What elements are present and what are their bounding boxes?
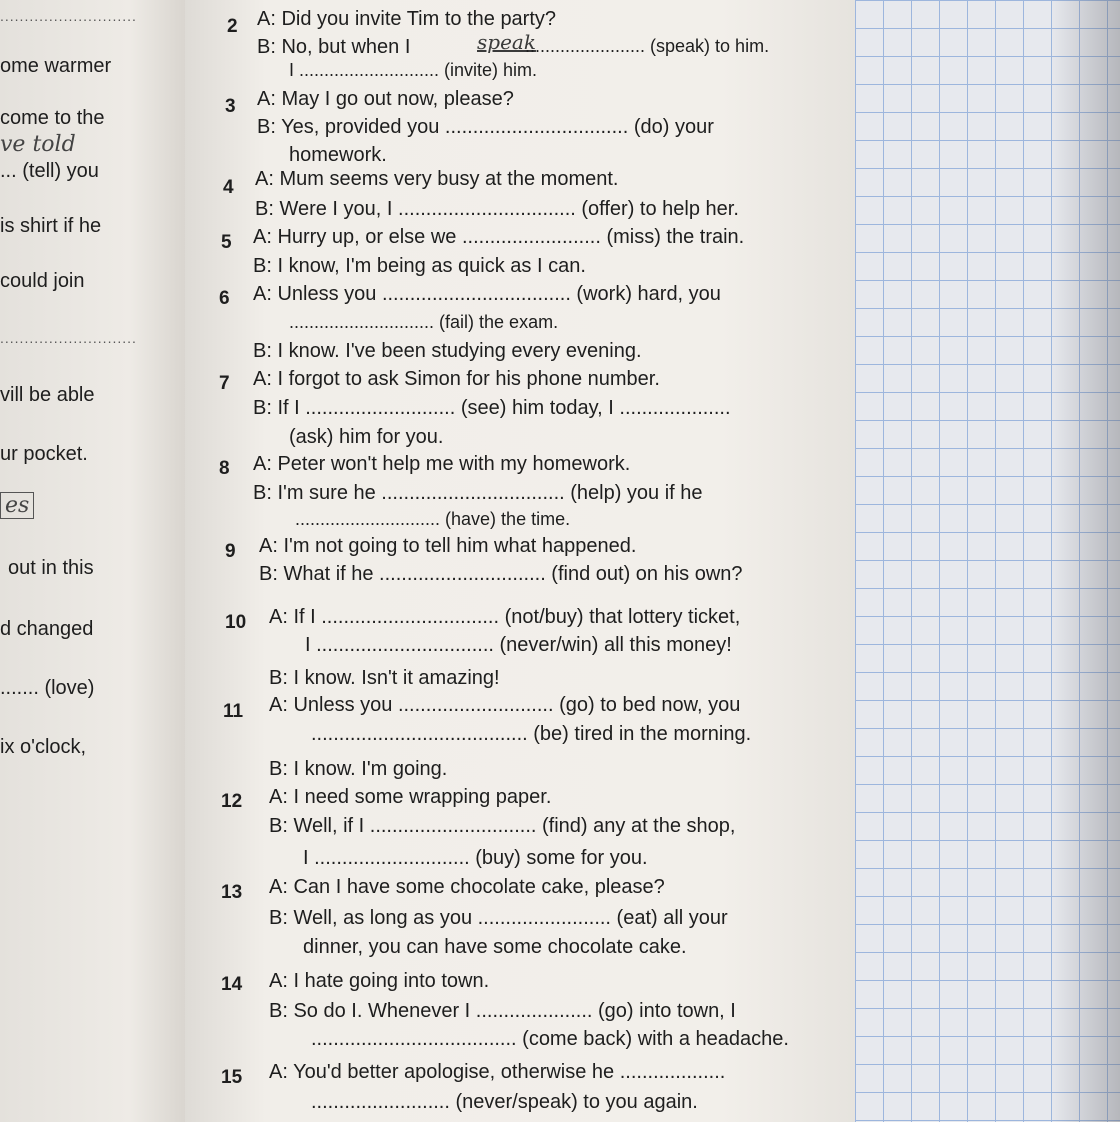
answer-handwriting: speak xyxy=(477,30,536,54)
question-6-b1: B: I know. I've been studying every evening. xyxy=(253,340,642,362)
left-dots-mid: ............................ xyxy=(0,330,137,346)
question-10-a: A: If I ................................ (not/buy) that lottery ticket, xyxy=(269,606,741,628)
question-3-a: A: May I go out now, please? xyxy=(257,88,514,110)
question-number: 12 xyxy=(221,791,243,812)
left-fragment-2: come to the xyxy=(0,107,105,129)
question-13-a: A: Can I have some chocolate cake, please? xyxy=(269,876,665,898)
question-2-b1-rest: ........................ (speak) to him. xyxy=(525,36,770,56)
question-11-a: A: Unless you ............................ (go) to bed now, you xyxy=(269,694,741,716)
question-number: 8 xyxy=(219,458,230,479)
question-number: 13 xyxy=(221,882,243,903)
question-15-a: A: You'd better apologise, otherwise he ................... xyxy=(269,1061,726,1083)
question-number: 3 xyxy=(225,96,236,117)
question-5-a: A: Hurry up, or else we ......................... (miss) the train. xyxy=(253,226,745,248)
left-handwriting-told: ve told xyxy=(0,132,76,157)
question-13-b2: dinner, you can have some chocolate cake. xyxy=(303,936,687,958)
question-12-b1: B: Well, if I .............................. (find) any at the shop, xyxy=(269,815,736,837)
question-6-a2: ............................. (fail) the exam. xyxy=(289,312,559,332)
question-10-b1: B: I know. Isn't it amazing! xyxy=(269,667,500,689)
question-10-a2: I ................................ (never/win) all this money! xyxy=(305,634,732,656)
question-12-a: A: I need some wrapping paper. xyxy=(269,786,552,808)
question-7-a: A: I forgot to ask Simon for his phone number. xyxy=(253,368,660,390)
question-14-a: A: I hate going into town. xyxy=(269,970,490,992)
question-12-b2: I ............................ (buy) some for you. xyxy=(303,847,648,869)
question-11-b1: B: I know. I'm going. xyxy=(269,758,448,780)
left-fragment-8: out in this xyxy=(8,557,94,579)
background-shadow xyxy=(1050,0,1120,1122)
question-3-b1: B: Yes, provided you ................................. (do) your xyxy=(257,116,714,138)
question-8-a: A: Peter won't help me with my homework. xyxy=(253,453,631,475)
question-4-b1: B: Were I you, I ................................ (offer) to help her. xyxy=(255,198,739,220)
question-number: 6 xyxy=(219,288,230,309)
question-9-b1: B: What if he .............................. (find out) on his own? xyxy=(259,563,743,585)
worksheet-page xyxy=(185,0,855,1122)
left-dots-top: ............................ xyxy=(0,8,137,24)
question-7-b2: (ask) him for you. xyxy=(289,426,444,448)
question-number: 7 xyxy=(219,373,230,394)
question-14-b1: B: So do I. Whenever I ..................... (go) into town, I xyxy=(269,1000,736,1022)
question-number: 5 xyxy=(221,232,232,253)
left-handwriting-es: es xyxy=(0,492,34,519)
question-number: 14 xyxy=(221,974,243,995)
question-9-a: A: I'm not going to tell him what happened. xyxy=(259,535,637,557)
question-6-a: A: Unless you .................................. (work) hard, you xyxy=(253,283,721,305)
left-fragment-7: ur pocket. xyxy=(0,443,88,465)
question-14-b2: ..................................... (come back) with a headache. xyxy=(311,1028,789,1050)
left-fragment-6: vill be able xyxy=(0,384,95,406)
question-number: 9 xyxy=(225,541,236,562)
question-number: 4 xyxy=(223,177,234,198)
left-fragment-10: ....... (love) xyxy=(0,677,95,699)
question-8-b2: ............................. (have) the time. xyxy=(295,509,571,529)
question-15-a2: ......................... (never/speak) to you again. xyxy=(311,1091,698,1113)
left-fragment-5: could join xyxy=(0,270,85,292)
left-fragment-1: ome warmer xyxy=(0,55,112,77)
question-4-a: A: Mum seems very busy at the moment. xyxy=(255,168,619,190)
question-3-b2: homework. xyxy=(289,144,387,166)
question-2-b1: B: No, but when I xyxy=(257,36,411,58)
question-13-b1: B: Well, as long as you ........................ (eat) all your xyxy=(269,907,728,929)
question-5-b1: B: I know, I'm being as quick as I can. xyxy=(253,255,586,277)
left-fragment-3: ... (tell) you xyxy=(0,160,99,182)
question-8-b1: B: I'm sure he ................................. (help) you if he xyxy=(253,482,703,504)
question-2-a: A: Did you invite Tim to the party? xyxy=(257,8,557,30)
left-fragment-9: d changed xyxy=(0,618,94,640)
question-11-a2: ....................................... (be) tired in the morning. xyxy=(311,723,752,745)
left-fragment-4: is shirt if he xyxy=(0,215,102,237)
question-number: 10 xyxy=(225,612,247,633)
question-number: 11 xyxy=(223,701,244,722)
left-page-fragment xyxy=(0,0,185,1122)
question-7-b1: B: If I ........................... (see) him today, I .................... xyxy=(253,397,731,419)
question-2-b2: I ............................ (invite) him. xyxy=(289,60,538,80)
question-number: 15 xyxy=(221,1067,243,1088)
question-number: 2 xyxy=(227,16,238,37)
left-fragment-11: ix o'clock, xyxy=(0,736,87,758)
